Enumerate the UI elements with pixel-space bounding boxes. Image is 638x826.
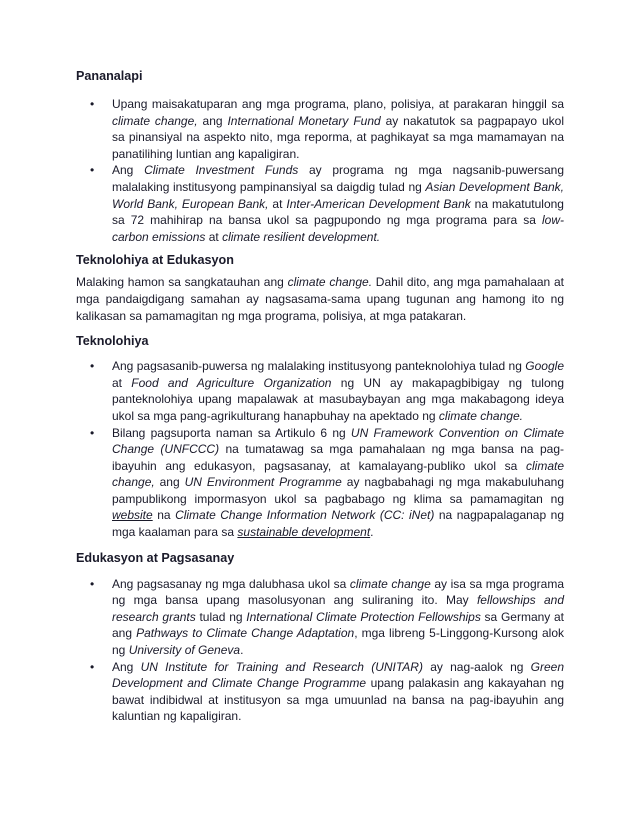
text-run: Climate Change Information Network (CC: iNet) [175, 508, 435, 523]
list-item-text [112, 426, 564, 540]
section-heading-teknolohiya: Teknolohiya [76, 334, 149, 349]
text-run: UN Institute for Training and Research (UNITAR) [140, 659, 423, 674]
text-run: Dahil dito, ang mga pamahalaan at mga pandaigdigang samahan ay nagsasama-sama upang tugunan ang hamong ito ng kalikasan sa pamamagitan ng mga programa, polisiya, at mga patakaran. [76, 275, 564, 323]
text-run: sa Germany at ang [112, 609, 565, 641]
bullet-list-pananalapi [76, 96, 564, 245]
bullet-list-teknolohiya [76, 358, 564, 541]
text-run: Green Development and Climate Change Programme [112, 659, 565, 691]
bullet-icon: • [90, 359, 95, 374]
text-run: International Climate Protection Fellowships [246, 609, 481, 624]
section-heading-pananalapi: Pananalapi [76, 69, 143, 83]
text-run: upang palakasin ang kakayahan ng bawat indibidwal at institusyon sa mga umuunlad na bansa na pag-ibayuhin ang kaluntian ng kapaligiran. [112, 676, 564, 724]
list-item [76, 96, 564, 162]
text-run: Ang pagsasanib-puwersa ng malalaking institusyong panteknolohiya tulad ng [112, 359, 526, 374]
bullet-list-edukasyon [76, 576, 564, 725]
text-run: climate change. [287, 275, 373, 290]
text-run: ay nakatutok sa pagpapayo ukol sa pinansiyal na aspekto nito, mga reporma, at paghikayat sa mga mamamayan na panatilihing luntian ang kapaligiran. [112, 113, 564, 161]
text-run: climate change. [438, 408, 523, 423]
text-run: climate change, [112, 113, 198, 128]
text-run: . [240, 643, 244, 658]
text-run: ng UN ay makapagbibigay ng tulong panteknolohiya upang mapalawak at masubaybayan ang mga makabagong ideya ukol sa mga pang-agrikulturang hanapbuhay na apektado ng [112, 375, 564, 423]
list-item [76, 425, 564, 541]
text-run: ay isa sa mga programa ng mga bansa upang masolusyonan ang suliraning ito. May [112, 576, 564, 608]
bullet-icon: • [90, 659, 95, 674]
text-run: climate change, [112, 458, 564, 490]
bullet-icon: • [90, 425, 95, 440]
text-run: Climate Investment Funds [144, 163, 299, 178]
text-run: Bilang pagsuporta naman sa Artikulo 6 ng [112, 425, 351, 440]
list-item [76, 576, 564, 659]
text-run: Asian Development Bank, World Bank, European Bank, [112, 179, 564, 211]
bullet-icon: • [90, 97, 95, 111]
text-run: na tumatawag sa mga pamahalaan ng mga bansa na pag-ibayuhin ang edukasyon, pagsasanay, at kamalayang-publiko ukol sa [112, 442, 564, 473]
text-run: fellowships and research grants [112, 593, 564, 624]
text-run: Ang [112, 163, 145, 178]
body-paragraph [76, 274, 564, 324]
text-run: ay nagbabahagi ng mga makabuluhang pampublikong impormasyon ukol sa pagbabago ng klima sa pamamagitan ng [112, 475, 564, 506]
text-run: na makatutulong sa 72 mahihirap na bansa ukol sa pagpupondo ng mga programa para sa [112, 196, 564, 228]
list-item-text [112, 359, 564, 423]
text-run: UN Framework Convention on Climate Change (UNFCCC) [112, 425, 565, 457]
text-run: at [112, 375, 132, 390]
text-run: website [112, 508, 153, 523]
text-run [237, 525, 370, 539]
text-run: ay nag-aalok ng [422, 659, 531, 674]
bullet-icon: • [90, 576, 95, 591]
bullet-icon: • [90, 163, 95, 178]
text-run: climate change [349, 576, 431, 591]
list-item [76, 162, 564, 245]
text-run: ang [197, 113, 228, 128]
text-run: Ang [112, 659, 141, 674]
text-run: Upang maisakatuparan ang mga programa, plano, polisiya, at parakaran hinggil sa [112, 97, 564, 111]
text-run: University of Geneva [128, 643, 241, 658]
text-run: sustainable development [237, 525, 371, 540]
text-run: na nagpapalaganap ng mga kaalaman para sa [112, 508, 565, 540]
document-page [76, 68, 564, 725]
text-run: at [268, 196, 287, 211]
section-heading-edukasyon-at-pagsasanay: Edukasyon at Pagsasanay [76, 550, 235, 565]
text-run: Pathways to Climate Change Adaptation [136, 626, 355, 641]
list-item-text [112, 660, 564, 724]
list-item-text [112, 577, 564, 657]
text-run [112, 508, 153, 522]
text-run: at [205, 229, 223, 244]
list-item-text [112, 97, 564, 161]
list-item [76, 358, 564, 424]
text-run: low-carbon emissions [112, 213, 564, 244]
text-run: ay programa ng mga nagsanib-puwersang malalaking institusyong pampinansiyal sa daigdig tulad ng [112, 163, 564, 194]
text-run: tulad ng [195, 609, 247, 624]
section-heading-teknolohiya-at-edukasyon: Teknolohiya at Edukasyon [76, 253, 234, 268]
text-run: climate resilient development. [222, 229, 381, 244]
list-item [76, 659, 564, 725]
text-run: na [152, 508, 176, 523]
text-run: International Monetary Fund [227, 113, 381, 128]
text-run: Google [525, 359, 564, 374]
text-run: ang [154, 475, 185, 490]
text-run: , mga libreng 5-Linggong-Kursong alok ng [112, 626, 565, 658]
text-run: Ang pagsasanay ng mga dalubhasa ukol sa [112, 576, 350, 591]
list-item-text [112, 163, 564, 243]
text-run: . [370, 525, 374, 540]
text-run: Inter-American Development Bank [286, 196, 471, 211]
text-run: UN Environment Programme [184, 475, 342, 490]
text-run: Food and Agriculture Organization [131, 375, 332, 390]
text-run: Malaking hamon sa sangkatauhan ang [76, 275, 288, 290]
